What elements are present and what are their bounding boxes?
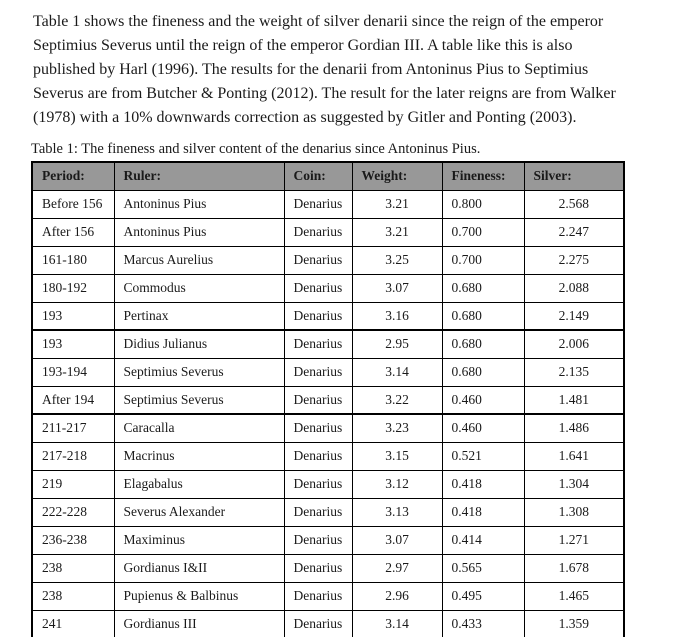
table-row — [32, 554, 624, 582]
cell-weight: 3.12 — [352, 470, 442, 498]
cell-ruler: Gordianus III — [114, 610, 284, 637]
table-row — [32, 274, 624, 302]
table-row — [32, 302, 624, 330]
header-fineness: Fineness: — [442, 162, 524, 190]
table-row — [32, 190, 624, 218]
table-row — [32, 414, 624, 442]
cell-coin: Denarius — [284, 330, 352, 358]
table-row — [32, 526, 624, 554]
cell-period: 193-194 — [32, 358, 114, 386]
cell-weight: 3.14 — [352, 610, 442, 637]
intro-paragraph — [33, 10, 665, 130]
header-silver: Silver: — [524, 162, 624, 190]
cell-period: 222-228 — [32, 498, 114, 526]
header-ruler: Ruler: — [114, 162, 284, 190]
cell-coin: Denarius — [284, 526, 352, 554]
cell-weight: 3.07 — [352, 526, 442, 554]
cell-ruler: Antoninus Pius — [114, 190, 284, 218]
cell-period: 193 — [32, 302, 114, 330]
cell-ruler: Didius Julianus — [114, 330, 284, 358]
cell-period: 236-238 — [32, 526, 114, 554]
cell-period: 180-192 — [32, 274, 114, 302]
cell-ruler: Caracalla — [114, 414, 284, 442]
cell-silver: 1.304 — [524, 470, 624, 498]
cell-period: 238 — [32, 582, 114, 610]
cell-fineness: 0.460 — [442, 414, 524, 442]
cell-silver: 2.006 — [524, 330, 624, 358]
intro-line-1: Table 1 shows the fineness and the weight of silver denarii since the reign of the emperor — [33, 13, 604, 30]
cell-coin: Denarius — [284, 470, 352, 498]
header-weight: Weight: — [352, 162, 442, 190]
table-row — [32, 610, 624, 637]
cell-ruler: Pupienus & Balbinus — [114, 582, 284, 610]
cell-coin: Denarius — [284, 498, 352, 526]
table-caption: Table 1: The fineness and silver content of the denarius since Antoninus Pius. — [31, 141, 481, 157]
cell-weight: 3.15 — [352, 442, 442, 470]
cell-fineness: 0.700 — [442, 246, 524, 274]
cell-ruler: Septimius Severus — [114, 386, 284, 414]
cell-weight: 3.14 — [352, 358, 442, 386]
cell-fineness: 0.433 — [442, 610, 524, 637]
table-row — [32, 470, 624, 498]
cell-fineness: 0.460 — [442, 386, 524, 414]
cell-silver: 1.486 — [524, 414, 624, 442]
cell-fineness: 0.521 — [442, 442, 524, 470]
cell-weight: 2.95 — [352, 330, 442, 358]
cell-fineness: 0.680 — [442, 330, 524, 358]
table-row — [32, 386, 624, 414]
cell-coin: Denarius — [284, 554, 352, 582]
cell-fineness: 0.700 — [442, 218, 524, 246]
header-period: Period: — [32, 162, 114, 190]
table-row — [32, 498, 624, 526]
cell-silver: 1.308 — [524, 498, 624, 526]
cell-fineness: 0.414 — [442, 526, 524, 554]
table-row — [32, 442, 624, 470]
cell-weight: 2.97 — [352, 554, 442, 582]
cell-period: After 156 — [32, 218, 114, 246]
intro-line-4: Severus are from Butcher & Ponting (2012). The result for the later reigns are from Walker — [33, 85, 616, 102]
cell-weight: 3.07 — [352, 274, 442, 302]
table-row — [32, 218, 624, 246]
cell-weight: 3.25 — [352, 246, 442, 274]
cell-fineness: 0.495 — [442, 582, 524, 610]
intro-line-3: published by Harl (1996). The results for the denarii from Antoninus Pius to Septimius — [33, 61, 589, 78]
cell-weight: 2.96 — [352, 582, 442, 610]
cell-weight: 3.23 — [352, 414, 442, 442]
cell-period: 238 — [32, 554, 114, 582]
cell-ruler: Commodus — [114, 274, 284, 302]
cell-coin: Denarius — [284, 582, 352, 610]
cell-fineness: 0.680 — [442, 358, 524, 386]
table-row — [32, 246, 624, 274]
table-header-row — [32, 162, 624, 190]
cell-period: 241 — [32, 610, 114, 637]
cell-period: 217-218 — [32, 442, 114, 470]
cell-fineness: 0.680 — [442, 274, 524, 302]
cell-weight: 3.13 — [352, 498, 442, 526]
intro-line-2: Septimius Severus until the reign of the emperor Gordian III. A table like this is also — [33, 37, 573, 54]
cell-silver: 1.465 — [524, 582, 624, 610]
cell-coin: Denarius — [284, 302, 352, 330]
cell-ruler: Gordianus I&II — [114, 554, 284, 582]
cell-period: 211-217 — [32, 414, 114, 442]
table-row — [32, 582, 624, 610]
table-row — [32, 330, 624, 358]
cell-silver: 2.568 — [524, 190, 624, 218]
cell-ruler: Antoninus Pius — [114, 218, 284, 246]
cell-coin: Denarius — [284, 218, 352, 246]
cell-silver: 1.641 — [524, 442, 624, 470]
cell-silver: 1.678 — [524, 554, 624, 582]
header-coin: Coin: — [284, 162, 352, 190]
table-header — [32, 162, 624, 190]
cell-weight: 3.21 — [352, 190, 442, 218]
cell-coin: Denarius — [284, 386, 352, 414]
cell-silver: 2.247 — [524, 218, 624, 246]
cell-ruler: Macrinus — [114, 442, 284, 470]
cell-ruler: Pertinax — [114, 302, 284, 330]
table-row — [32, 358, 624, 386]
cell-weight: 3.21 — [352, 218, 442, 246]
cell-silver: 2.135 — [524, 358, 624, 386]
cell-ruler: Septimius Severus — [114, 358, 284, 386]
cell-ruler: Severus Alexander — [114, 498, 284, 526]
denarius-fineness-table — [31, 161, 625, 637]
cell-period: After 194 — [32, 386, 114, 414]
cell-weight: 3.16 — [352, 302, 442, 330]
cell-coin: Denarius — [284, 246, 352, 274]
cell-silver: 2.149 — [524, 302, 624, 330]
cell-fineness: 0.565 — [442, 554, 524, 582]
cell-period: Before 156 — [32, 190, 114, 218]
cell-fineness: 0.418 — [442, 470, 524, 498]
cell-silver: 2.088 — [524, 274, 624, 302]
cell-fineness: 0.418 — [442, 498, 524, 526]
cell-ruler: Maximinus — [114, 526, 284, 554]
cell-fineness: 0.800 — [442, 190, 524, 218]
cell-period: 161-180 — [32, 246, 114, 274]
cell-silver: 1.359 — [524, 610, 624, 637]
cell-period: 193 — [32, 330, 114, 358]
cell-ruler: Elagabalus — [114, 470, 284, 498]
cell-coin: Denarius — [284, 358, 352, 386]
cell-coin: Denarius — [284, 442, 352, 470]
cell-silver: 2.275 — [524, 246, 624, 274]
cell-ruler: Marcus Aurelius — [114, 246, 284, 274]
intro-line-5: (1978) with a 10% downwards correction as suggested by Gitler and Ponting (2003). — [33, 109, 577, 126]
cell-coin: Denarius — [284, 414, 352, 442]
cell-silver: 1.271 — [524, 526, 624, 554]
cell-fineness: 0.680 — [442, 302, 524, 330]
cell-period: 219 — [32, 470, 114, 498]
cell-coin: Denarius — [284, 274, 352, 302]
cell-coin: Denarius — [284, 190, 352, 218]
cell-weight: 3.22 — [352, 386, 442, 414]
table-body — [32, 190, 624, 637]
cell-coin: Denarius — [284, 610, 352, 637]
cell-silver: 1.481 — [524, 386, 624, 414]
